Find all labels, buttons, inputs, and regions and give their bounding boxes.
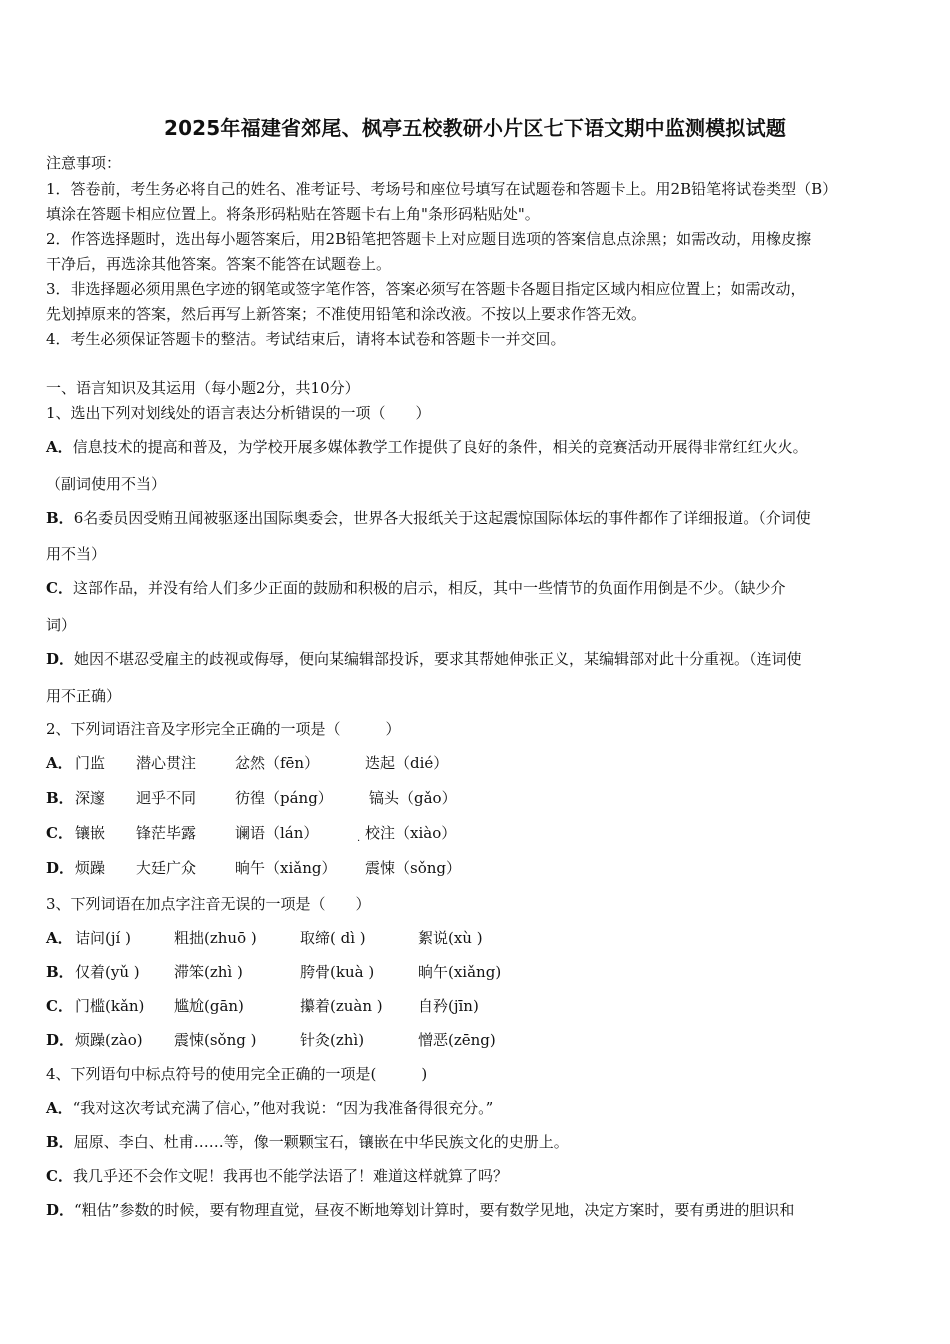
notice-line: 2．作答选择题时，选出每小题答案后，用2B铅笔把答题卡上对应题目选项的答案信息点涂黑；如需改动，用橡皮擦 <box>46 230 812 248</box>
option-word: 烦躁 <box>75 859 106 877</box>
q1-option-d <box>46 648 912 669</box>
option-label: B． <box>46 1133 74 1151</box>
notice-line: 3．非选择题必须用黑色字迹的钢笔或签字笔作答，答案必须写在答题卡各题目指定区域内相应位置上；如需改动， <box>46 280 806 298</box>
option-text: 6名委员因受贿丑闻被驱逐出国际奥委会，世界各大报纸关于这起震惊国际体坛的事件都作了详细报道。（介词使 <box>73 509 811 527</box>
option-word: 取缔( dì ) <box>300 929 366 947</box>
option-text: “我对这次考试充满了信心，”他对我说：“因为我准备得很充分。” <box>72 1099 494 1117</box>
option-label: D． <box>46 650 75 668</box>
q1-option-b <box>46 507 912 528</box>
q4-option-c <box>46 1165 912 1186</box>
option-word: 仅着(yǔ ) <box>75 963 140 981</box>
option-word: 憎恶(zēng) <box>418 1031 496 1049</box>
option-word: 晌午（xiǎng） <box>235 859 337 877</box>
option-word: 自矜(jīn) <box>418 997 479 1015</box>
option-word: 忿然（fēn） <box>235 754 320 772</box>
option-word: 尴尬(gān) <box>174 997 244 1015</box>
option-word: 潜心贯注 <box>136 754 197 772</box>
option-label: A． <box>46 754 73 772</box>
notice-line: 1．答卷前，考生务必将自己的姓名、准考证号、考场号和座位号填写在试题卷和答题卡上。用2B铅笔将试卷类型（B） <box>46 180 838 198</box>
option-word: 门监 <box>75 754 106 772</box>
option-word: 诘问(jí ) <box>75 929 131 947</box>
option-text: 我几乎还不会作文呢！我再也不能学法语了！难道这样就算了吗？ <box>72 1167 508 1185</box>
question-3-stem: 3、下列词语在加点字注音无误的一项是（ ） <box>46 895 371 913</box>
option-word: 谰语（lán） <box>235 824 319 842</box>
q1-option-d-continued: 用不正确） <box>46 687 122 705</box>
option-text: 信息技术的提高和普及，为学校开展多媒体教学工作提供了良好的条件，相关的竞赛活动开展得非常红红火火。 <box>72 438 808 456</box>
q4-option-a <box>46 1097 912 1118</box>
option-word: 彷徨（páng） <box>235 789 333 807</box>
option-label: C． <box>46 579 73 597</box>
section-heading: 一、语言知识及其运用（每小题2分，共10分） <box>46 379 360 397</box>
q4-option-d <box>46 1199 912 1220</box>
option-label: A． <box>46 1099 73 1117</box>
option-word: 攥着(zuàn ) <box>300 997 383 1015</box>
question-2-stem: 2、下列词语注音及字形完全正确的一项是（ ） <box>46 720 401 738</box>
stray-dot: · <box>357 836 361 847</box>
option-text: 屈原、李白、杜甫……等，像一颗颗宝石，镶嵌在中华民族文化的史册上。 <box>73 1133 569 1151</box>
option-label: D． <box>46 859 75 877</box>
option-word: 大廷广众 <box>136 859 197 877</box>
page-title: 2025年福建省郊尾、枫亭五校教研小片区七下语文期中监测模拟试题 <box>163 116 787 140</box>
q1-option-b-continued: 用不当） <box>46 545 107 563</box>
option-word: 迭起（dié） <box>365 754 449 772</box>
option-word: 震悚(sǒng ) <box>174 1031 257 1049</box>
option-word: 镐头（gǎo） <box>369 789 457 807</box>
option-text: 这部作品，并没有给人们多少正面的鼓励和积极的启示，相反，其中一些情节的负面作用倒是不少。（缺少介 <box>72 579 786 597</box>
question-1-stem: 1、选出下列对划线处的语言表达分析错误的一项（ ） <box>46 404 431 422</box>
option-word: 锋茫毕露 <box>136 824 197 842</box>
option-label: B． <box>46 789 74 807</box>
option-word: 絮说(xù ) <box>418 929 483 947</box>
option-label: C． <box>46 824 73 842</box>
q1-option-c-continued: 词） <box>46 616 77 634</box>
q1-option-a <box>46 436 912 457</box>
option-text: 她因不堪忍受雇主的歧视或侮辱，便向某编辑部投诉，要求其帮她伸张正义，某编辑部对此十分重视。（连词使 <box>74 650 802 668</box>
option-label: B． <box>46 509 74 527</box>
option-label: D． <box>46 1201 75 1219</box>
notice-line: 填涂在答题卡相应位置上。将条形码粘贴在答题卡右上角"条形码粘贴处"。 <box>46 205 540 223</box>
q1-option-c <box>46 577 912 598</box>
option-word: 校注（xiào） <box>365 824 457 842</box>
question-4-stem: 4、下列语句中标点符号的使用完全正确的一项是( ) <box>46 1065 428 1083</box>
option-word: 门槛(kǎn) <box>75 997 145 1015</box>
option-word: 烦躁(zào) <box>75 1031 143 1049</box>
option-label: C． <box>46 1167 73 1185</box>
q4-option-b <box>46 1131 912 1152</box>
option-label: A． <box>46 929 73 947</box>
option-label: A． <box>46 438 73 456</box>
notice-line: 干净后，再选涂其他答案。答案不能答在试题卷上。 <box>46 255 392 273</box>
option-word: 震悚（sǒng） <box>365 859 461 877</box>
option-label: D． <box>46 1031 75 1049</box>
option-word: 滞笨(zhì ) <box>174 963 243 981</box>
option-text: “粗估”参数的时候，要有物理直觉，昼夜不断地筹划计算时，要有数学见地，决定方案时，要有勇进的胆识和 <box>74 1201 795 1219</box>
option-word: 深邃 <box>75 789 106 807</box>
notice-heading: 注意事项： <box>46 154 122 172</box>
option-word: 粗拙(zhuō ) <box>174 929 257 947</box>
notice-line: 4．考生必须保证答题卡的整洁。考试结束后，请将本试卷和答题卡一并交回。 <box>46 330 566 348</box>
option-label: B． <box>46 963 74 981</box>
option-word: 镶嵌 <box>75 824 106 842</box>
option-word: 针灸(zhì) <box>300 1031 365 1049</box>
option-word: 胯骨(kuà ) <box>300 963 375 981</box>
option-label: C． <box>46 997 73 1015</box>
notice-line: 先划掉原来的答案，然后再写上新答案；不准使用铅笔和涂改液。不按以上要求作答无效。 <box>46 305 647 323</box>
option-word: 晌午(xiǎng) <box>418 963 502 981</box>
q1-option-a-continued: （副词使用不当） <box>46 475 167 493</box>
option-word: 迥乎不同 <box>136 789 197 807</box>
